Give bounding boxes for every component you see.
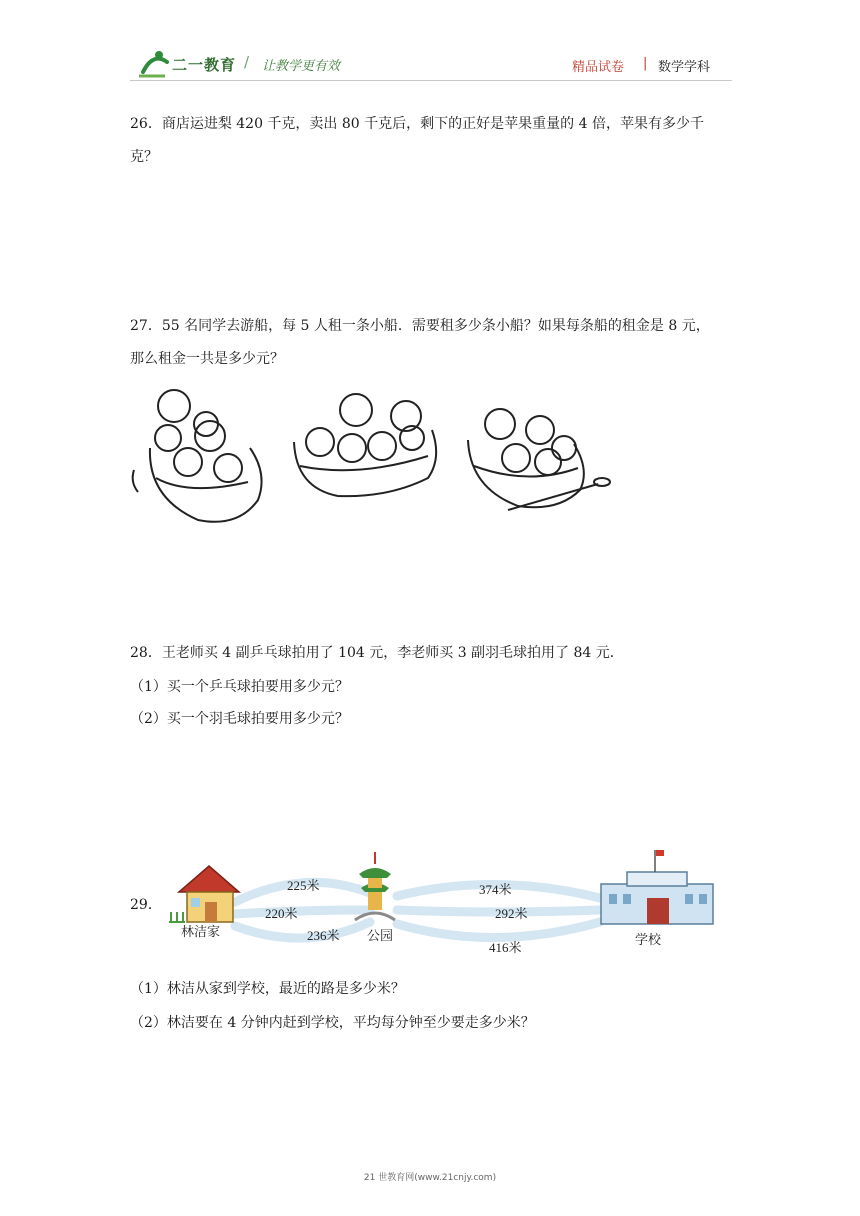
logo-text: 二一教育 bbox=[172, 56, 237, 74]
distance-bottom-left: 236米 bbox=[307, 928, 340, 943]
header-label-exam: 精品试卷 bbox=[572, 60, 625, 75]
boats-illustration bbox=[128, 378, 620, 530]
header-rule bbox=[130, 80, 732, 81]
route-mid-left bbox=[235, 910, 370, 914]
label-school: 学校 bbox=[635, 932, 662, 947]
label-park: 公园 bbox=[367, 928, 394, 943]
boat-2 bbox=[294, 430, 436, 496]
distance-top-left: 225米 bbox=[287, 878, 320, 893]
question-27-line1: 27．55 名同学去游船，每 5 人租一条小船．需要租多少条小船？如果每条船的租金是 8 元， bbox=[130, 318, 710, 334]
question-29-number: 29． bbox=[130, 897, 162, 913]
header-separator: | bbox=[643, 56, 648, 71]
header-slash: / bbox=[244, 53, 250, 71]
question-26-line2: 克？ bbox=[130, 149, 158, 165]
question-26-line1: 26．商店运进梨 420 千克，卖出 80 千克后，剩下的正好是苹果重量的 4 倍，苹果有多少千 bbox=[130, 116, 704, 132]
distance-bottom-right: 416米 bbox=[489, 940, 522, 955]
header-label-subject: 数学学科 bbox=[658, 60, 711, 75]
distance-top-right: 374米 bbox=[479, 882, 512, 897]
distance-mid-left: 220米 bbox=[265, 906, 298, 921]
route-map bbox=[165, 848, 725, 958]
question-28-sub1: （1）买一个乒乓球拍要用多少元？ bbox=[130, 679, 349, 695]
question-29-sub1: （1）林洁从家到学校，最近的路是多少米？ bbox=[130, 981, 405, 997]
label-home: 林洁家 bbox=[181, 924, 221, 939]
route-bottom-right bbox=[397, 922, 600, 938]
question-27-line2: 那么租金一共是多少元？ bbox=[130, 351, 284, 367]
question-28-line1: 28．王老师买 4 副乒乓球拍用了 104 元，李老师买 3 副羽毛球拍用了 84 元． bbox=[130, 645, 624, 661]
house-icon bbox=[169, 866, 239, 922]
footer-text: 21 世教育网(www.21cnjy.com) bbox=[363, 1173, 497, 1183]
distance-mid-right: 292米 bbox=[495, 906, 528, 921]
route-bottom-left bbox=[235, 922, 370, 938]
slogan: 让教学更有效 bbox=[262, 59, 341, 74]
boat-1 bbox=[150, 448, 262, 522]
question-28-sub2: （2）买一个羽毛球拍要用多少元？ bbox=[130, 711, 349, 727]
school-icon bbox=[601, 850, 713, 924]
boat-3 bbox=[468, 440, 584, 507]
question-29-sub2: （2）林洁要在 4 分钟内赶到学校，平均每分钟至少要走多少米？ bbox=[130, 1015, 535, 1031]
